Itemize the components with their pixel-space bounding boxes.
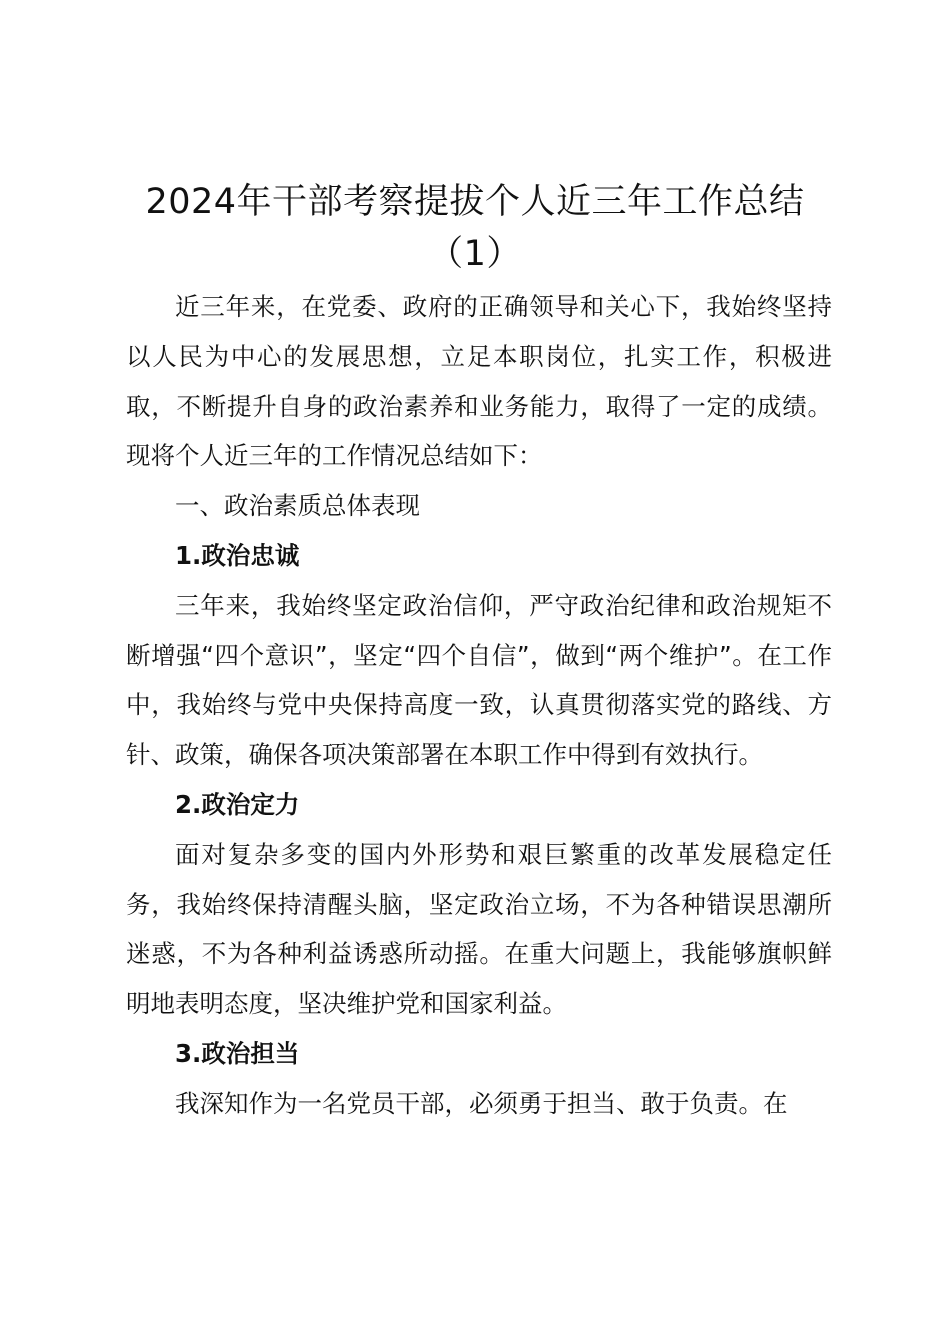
paragraph-political-loyalty: 三年来，我始终坚定政治信仰，严守政治纪律和政治规矩不断增强“四个意识”，坚定“四个自信”，做到“两个维护”。在工作中，我始终与党中央保持高度一致，认真贯彻落实党的路线、方针、政策，确保各项决策部署在本职工作中得到有效执行。: [126, 590, 832, 770]
document-title-line2: （1）: [428, 234, 522, 274]
paragraph-political-responsibility: 我深知作为一名党员干部，必须勇于担当、敢于负责。在: [175, 1088, 788, 1118]
subheading-political-responsibility: 3.政治担当: [175, 1038, 300, 1068]
subheading-political-resolve: 2.政治定力: [175, 789, 300, 819]
section-heading-political-quality: 一、政治素质总体表现: [175, 491, 420, 521]
paragraph-political-resolve: 面对复杂多变的国内外形势和艰巨繁重的改革发展稳定任务，我始终保持清醒头脑，坚定政治立场，不为各种错误思潮所迷惑，不为各种利益诱惑所动摇。在重大问题上，我能够旗帜鲜明地表明态度，坚决维护党和国家利益。: [126, 839, 832, 1019]
intro-paragraph: 近三年来，在党委、政府的正确领导和关心下，我始终坚持以人民为中心的发展思想，立足本职岗位，扎实工作，积极进取，不断提升自身的政治素养和业务能力，取得了一定的成绩。现将个人近三年的工作情况总结如下：: [126, 292, 832, 471]
document-title-line1: 2024年干部考察提拔个人近三年工作总结: [145, 182, 805, 222]
document-title: [120, 176, 830, 280]
document-body: [126, 282, 832, 1129]
subheading-political-loyalty: 1.政治忠诚: [175, 540, 300, 570]
